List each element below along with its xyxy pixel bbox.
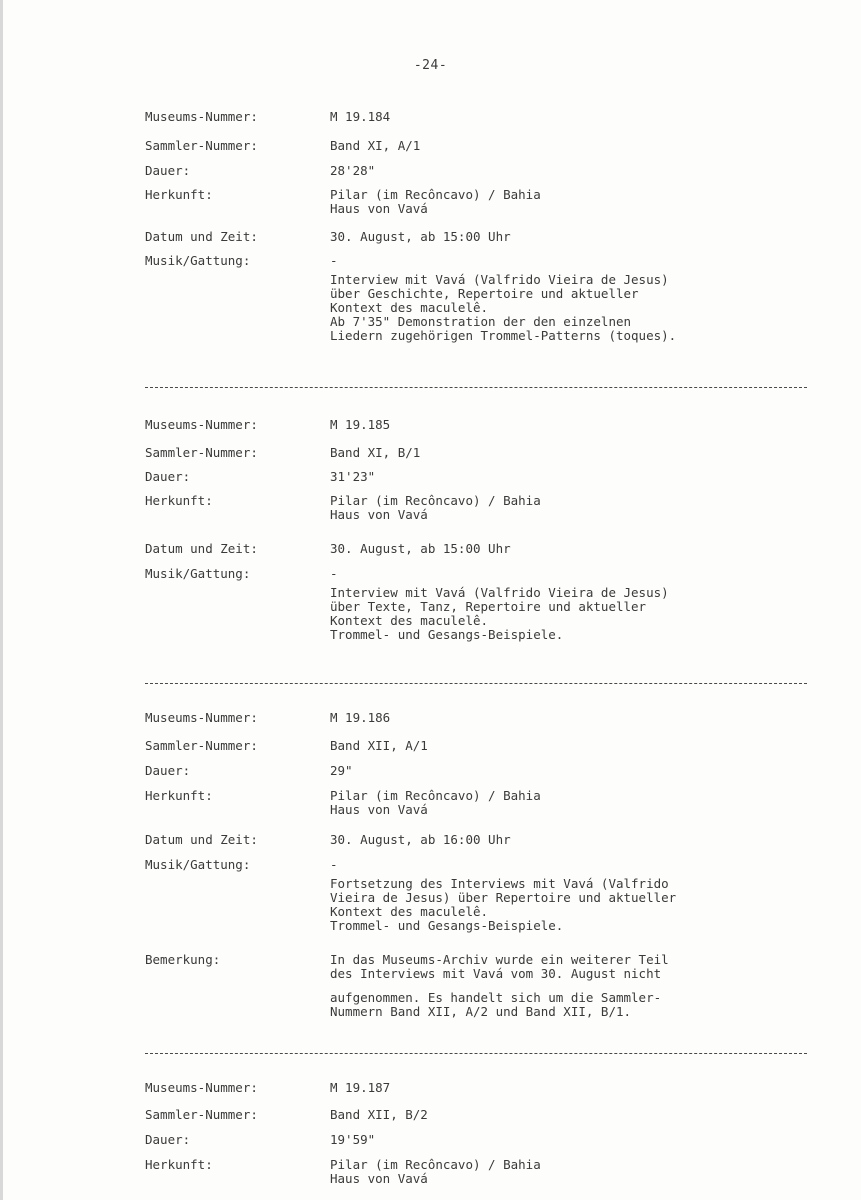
remark-line: In das Museums-Archiv wurde ein weiterer Teil: [330, 952, 669, 967]
genre-label: Musik/Gattung:: [145, 253, 251, 268]
remark-line: des Interviews mit Vavá vom 30. August nicht: [330, 966, 662, 981]
collector-number-value: Band XI, A/1: [330, 138, 421, 153]
collector-number-label: Sammler-Nummer:: [145, 445, 258, 460]
description-line: Trommel- und Gesangs-Beispiele.: [330, 627, 564, 642]
datetime-value: 30. August, ab 16:00 Uhr: [330, 832, 511, 847]
duration-value: 19'59": [330, 1132, 376, 1147]
scan-edge: [0, 0, 3, 1200]
museum-number-label: Museums-Nummer:: [145, 710, 258, 725]
duration-value: 29": [330, 763, 353, 778]
description-line: Ab 7'35" Demonstration der den einzelnen: [330, 314, 632, 329]
duration-label: Dauer:: [145, 1132, 191, 1147]
collector-number-label: Sammler-Nummer:: [145, 1107, 258, 1122]
description-line: Fortsetzung des Interviews mit Vavá (Valfrido: [330, 876, 669, 891]
datetime-label: Datum und Zeit:: [145, 541, 258, 556]
origin-value: [330, 1158, 541, 1186]
collector-number-label: Sammler-Nummer:: [145, 138, 258, 153]
entry-separator: [145, 683, 807, 684]
genre-value: [330, 567, 669, 642]
origin-line: Pilar (im Recôncavo) / Bahia: [330, 493, 541, 508]
remark-line: Nummern Band XII, A/2 und Band XII, B/1.: [330, 1004, 632, 1019]
duration-value: 31'23": [330, 469, 376, 484]
remark-value: [330, 953, 669, 1019]
description-line: über Texte, Tanz, Repertoire und aktueller: [330, 599, 647, 614]
origin-line: Haus von Vavá: [330, 802, 428, 817]
origin-line: Pilar (im Recôncavo) / Bahia: [330, 1157, 541, 1172]
origin-label: Herkunft:: [145, 187, 213, 202]
collector-number-value: Band XII, B/2: [330, 1107, 428, 1122]
description-line: Vieira de Jesus) über Repertoire und aktueller: [330, 890, 677, 905]
genre-text: -: [330, 566, 338, 581]
datetime-label: Datum und Zeit:: [145, 229, 258, 244]
museum-number-value: M 19.185: [330, 417, 391, 432]
datetime-label: Datum und Zeit:: [145, 832, 258, 847]
origin-label: Herkunft:: [145, 788, 213, 803]
remark-label: Bemerkung:: [145, 952, 221, 967]
museum-number-value: M 19.184: [330, 109, 391, 124]
description-line: Liedern zugehörigen Trommel-Patterns (toques).: [330, 328, 677, 343]
origin-value: [330, 494, 541, 522]
datetime-value: 30. August, ab 15:00 Uhr: [330, 229, 511, 244]
museum-number-label: Museums-Nummer:: [145, 1080, 258, 1095]
collector-number-label: Sammler-Nummer:: [145, 738, 258, 753]
genre-value: [330, 254, 676, 343]
genre-text: -: [330, 857, 338, 872]
origin-label: Herkunft:: [145, 1157, 213, 1172]
description-line: Kontext des maculelê.: [330, 613, 489, 628]
museum-number-label: Museums-Nummer:: [145, 109, 258, 124]
description-line: Kontext des maculelê.: [330, 300, 489, 315]
collector-number-value: Band XI, B/1: [330, 445, 421, 460]
genre-value: [330, 858, 676, 933]
description-line: über Geschichte, Repertoire und aktueller: [330, 286, 639, 301]
origin-line: Haus von Vavá: [330, 1171, 428, 1186]
collector-number-value: Band XII, A/1: [330, 738, 428, 753]
entry-separator: [145, 1053, 807, 1054]
genre-label: Musik/Gattung:: [145, 857, 251, 872]
duration-label: Dauer:: [145, 763, 191, 778]
duration-value: 28'28": [330, 163, 376, 178]
description-line: Interview mit Vavá (Valfrido Vieira de Jesus): [330, 272, 669, 287]
genre-text: -: [330, 253, 338, 268]
origin-value: [330, 188, 541, 216]
duration-label: Dauer:: [145, 163, 191, 178]
genre-label: Musik/Gattung:: [145, 566, 251, 581]
museum-number-label: Museums-Nummer:: [145, 417, 258, 432]
entry-separator: [145, 387, 807, 388]
origin-value: [330, 789, 541, 817]
datetime-value: 30. August, ab 15:00 Uhr: [330, 541, 511, 556]
museum-number-value: M 19.186: [330, 710, 391, 725]
remark-line: aufgenommen. Es handelt sich um die Sammler-: [330, 990, 662, 1005]
origin-line: Pilar (im Recôncavo) / Bahia: [330, 788, 541, 803]
museum-number-value: M 19.187: [330, 1080, 391, 1095]
origin-label: Herkunft:: [145, 493, 213, 508]
description-line: Interview mit Vavá (Valfrido Vieira de Jesus): [330, 585, 669, 600]
description-line: Kontext des maculelê.: [330, 904, 489, 919]
origin-line: Haus von Vavá: [330, 507, 428, 522]
page-number: -24-: [413, 58, 448, 73]
origin-line: Pilar (im Recôncavo) / Bahia: [330, 187, 541, 202]
origin-line: Haus von Vavá: [330, 201, 428, 216]
description-line: Trommel- und Gesangs-Beispiele.: [330, 918, 564, 933]
duration-label: Dauer:: [145, 469, 191, 484]
